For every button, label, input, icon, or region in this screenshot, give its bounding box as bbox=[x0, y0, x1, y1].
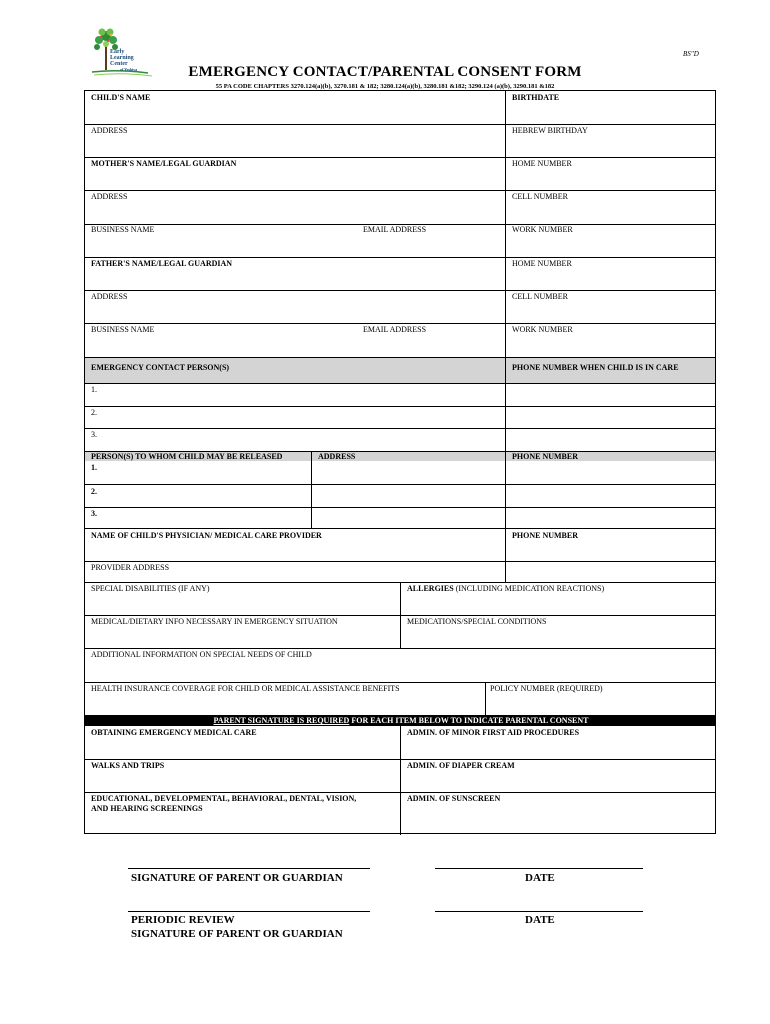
mother-home-number-label: HOME NUMBER bbox=[512, 159, 572, 168]
emergency-contact-3: 3. bbox=[91, 430, 97, 439]
release-phone-label: PHONE NUMBER bbox=[512, 452, 578, 461]
emergency-medical-label: OBTAINING EMERGENCY MEDICAL CARE bbox=[91, 728, 257, 737]
date-label: DATE bbox=[525, 872, 555, 884]
mother-email-label: EMAIL ADDRESS bbox=[363, 225, 427, 234]
hebrew-birthday-label: HEBREW BIRTHDAY bbox=[512, 126, 588, 135]
release-address-label: ADDRESS bbox=[318, 452, 356, 461]
logo-text-2: Learning bbox=[110, 55, 134, 61]
mother-business-name-label: BUSINESS NAME bbox=[91, 225, 155, 234]
additional-info-label: ADDITIONAL INFORMATION ON SPECIAL NEEDS OF CHILD bbox=[91, 650, 312, 659]
medications-label: MEDICATIONS/SPECIAL CONDITIONS bbox=[407, 617, 547, 626]
periodic-signature-line[interactable] bbox=[128, 911, 370, 912]
released-to-label: PERSON(S) TO WHOM CHILD MAY BE RELEASED bbox=[91, 452, 283, 461]
walks-trips-label: WALKS AND TRIPS bbox=[91, 761, 165, 770]
special-disabilities-label: SPECIAL DISABILITIES (IF ANY) bbox=[91, 584, 210, 593]
parent-signature-label: SIGNATURE OF PARENT OR GUARDIAN bbox=[131, 872, 343, 884]
form-title: EMERGENCY CONTACT/PARENTAL CONSENT FORM bbox=[188, 64, 582, 80]
father-address-label: ADDRESS bbox=[91, 292, 128, 301]
form-subtitle: 55 PA CODE CHAPTERS 3270.124(a)(b), 3270.181 & 182; 3280.124(a)(b), 3280.181 &182; 3290.124 (a)(b), 3290.181 &182 bbox=[215, 83, 555, 90]
logo-text-1: Early bbox=[110, 49, 125, 55]
father-work-number-label: WORK NUMBER bbox=[512, 325, 573, 334]
emergency-contact-2: 2. bbox=[91, 408, 97, 417]
consent-form-table bbox=[84, 90, 716, 834]
release-person-2: 2. bbox=[91, 487, 97, 496]
emergency-contact-label: EMERGENCY CONTACT PERSON(S) bbox=[91, 363, 230, 372]
father-name-label: FATHER'S NAME/LEGAL GUARDIAN bbox=[91, 259, 233, 268]
mother-work-number-label: WORK NUMBER bbox=[512, 225, 573, 234]
father-business-name-label: BUSINESS NAME bbox=[91, 325, 155, 334]
logo-text-4: of Yeshiva bbox=[120, 67, 138, 72]
provider-address-label: PROVIDER ADDRESS bbox=[91, 563, 170, 572]
periodic-signature-label: SIGNATURE OF PARENT OR GUARDIAN bbox=[131, 928, 343, 940]
physician-label: NAME OF CHILD'S PHYSICIAN/ MEDICAL CARE PROVIDER bbox=[91, 531, 322, 540]
childs-name-label: CHILD'S NAME bbox=[91, 93, 151, 102]
health-insurance-label: HEALTH INSURANCE COVERAGE FOR CHILD OR MEDICAL ASSISTANCE BENEFITS bbox=[91, 684, 400, 693]
emergency-contact-1: 1. bbox=[91, 385, 97, 394]
mother-cell-number-label: CELL NUMBER bbox=[512, 192, 568, 201]
policy-number-label: POLICY NUMBER (REQUIRED) bbox=[490, 684, 603, 693]
mother-name-label: MOTHER'S NAME/LEGAL GUARDIAN bbox=[91, 159, 237, 168]
father-home-number-label: HOME NUMBER bbox=[512, 259, 572, 268]
periodic-date-label: DATE bbox=[525, 914, 555, 926]
periodic-date-line[interactable] bbox=[435, 911, 643, 912]
date-line[interactable] bbox=[435, 868, 643, 869]
release-person-1: 1. bbox=[91, 463, 97, 472]
sunscreen-label: ADMIN. OF SUNSCREEN bbox=[407, 794, 501, 803]
birthdate-label: BIRTHDATE bbox=[512, 93, 560, 102]
consent-banner-text: PARENT SIGNATURE IS REQUIRED FOR EACH ITEM BELOW TO INDICATE PARENTAL CONSENT bbox=[213, 716, 589, 725]
parent-signature-line[interactable] bbox=[128, 868, 370, 869]
logo-text-3: Center bbox=[110, 61, 128, 67]
screenings-label-line2: AND HEARING SCREENINGS bbox=[91, 804, 203, 813]
diaper-cream-label: ADMIN. OF DIAPER CREAM bbox=[407, 761, 515, 770]
physician-phone-label: PHONE NUMBER bbox=[512, 531, 578, 540]
father-email-label: EMAIL ADDRESS bbox=[363, 325, 427, 334]
medical-dietary-label: MEDICAL/DIETARY INFO NECESSARY IN EMERGENCY SITUATION bbox=[91, 617, 338, 626]
allergies-label: ALLERGIES (INCLUDING MEDICATION REACTIONS) bbox=[407, 584, 605, 593]
father-cell-number-label: CELL NUMBER bbox=[512, 292, 568, 301]
first-aid-label: ADMIN. OF MINOR FIRST AID PROCEDURES bbox=[407, 728, 580, 737]
consent-banner bbox=[85, 715, 715, 726]
periodic-review-label: PERIODIC REVIEW bbox=[131, 914, 235, 926]
mother-address-label: ADDRESS bbox=[91, 192, 128, 201]
release-person-3: 3. bbox=[91, 509, 97, 518]
phone-when-in-care-label: PHONE NUMBER WHEN CHILD IS IN CARE bbox=[512, 363, 679, 372]
child-address-label: ADDRESS bbox=[91, 126, 128, 135]
bsd-mark: BS"D bbox=[683, 50, 699, 58]
screenings-label-line1: EDUCATIONAL, DEVELOPMENTAL, BEHAVIORAL, DENTAL, VISION, bbox=[91, 794, 357, 803]
